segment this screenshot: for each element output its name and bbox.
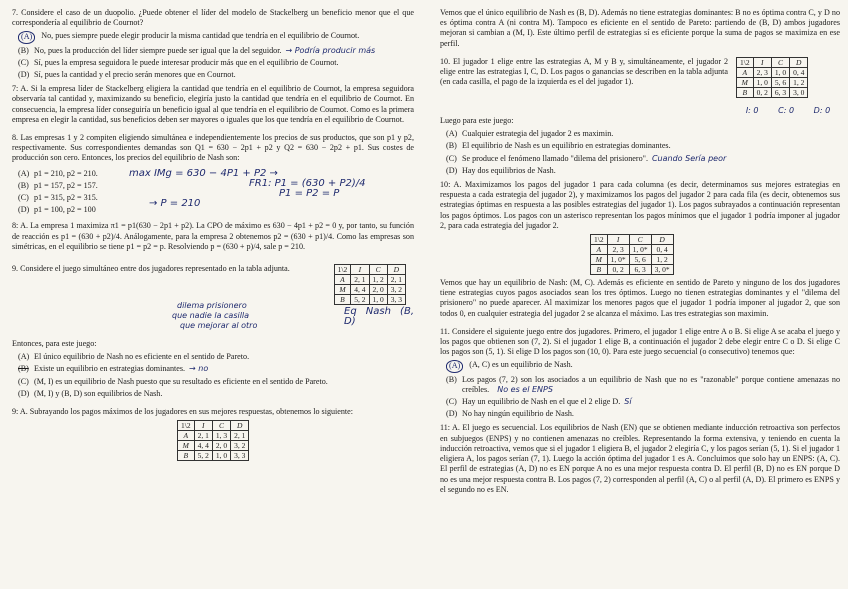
table-header-row: 1\2 I C D — [334, 265, 405, 275]
table-row: M 4, 4 2, 0 3, 2 — [178, 441, 249, 451]
q10-option-a[interactable]: (A) Cualquier estrategia del jugador 2 es maximin. — [446, 129, 614, 139]
q9-option-a[interactable]: (A) El único equilibrio de Nash no es eficiente en el sentido de Pareto. — [18, 352, 250, 362]
q11-option-b[interactable]: (B) Los pagos (7, 2) son los asociados a un equilibrio de Nash que no es "razonable" porque contiene amenazas no creíbles. No es el ENPS — [446, 374, 840, 394]
q11-option-a[interactable]: (A) (A, C) es un equilibrio de Nash. — [446, 360, 840, 372]
q7-handwritten-note: → Podría producir más — [285, 45, 376, 55]
q9-handwritten-no: → no — [189, 364, 209, 374]
question-9-answer: 9: A. Subrayando los pagos máximos de los jugadores en sus mejores respuestas, obtenemos lo siguiente: 1\2 I C D A 2, 1 1, 3 2, 1 M 4, 4 2, 0 3, 2 B 5, 2 1, 0 3, 3 — [12, 407, 354, 461]
q7-option-d[interactable]: (D) Sí, pues la cantidad y el precio serán menores que en Cournot. — [18, 70, 236, 80]
q8-option-b[interactable]: (B) p1 = 157, p2 = 157. — [18, 180, 98, 190]
q9-answer-continued: Vemos que el único equilibrio de Nash es (B, D). Además no tiene estrategias dominantes: B no es óptima contra C, y D no es óptima contra A (ni contra M). Tampoco es eficiente en el sentido de Pareto: partiendo de (B, D) ambos jugadores mejoran si cambian a (M, I). Este último perfil de estrategias sí es eficiente porque la suma de pagos se maximiza en ese perfil. — [440, 8, 840, 48]
q10-option-b[interactable]: (B) El equilibrio de Nash es un equilibrio en estrategias dominantes. — [446, 141, 671, 151]
q11-handwritten-note: No es el ENPS — [497, 384, 553, 394]
q9-option-d[interactable]: (D) (M, I) y (B, D) son equilibrios de Nash. — [18, 388, 163, 398]
question-10-answer: 10: A. Maximizamos los pagos del jugador 1 para cada columna (es decir, determinamos sus mejores estrategias en respuesta a cada estrategia del jugador 2), y maximizamos los pagos del jugador 2 para cada fila (es decir, obtenemos sus estrategias óptimas en respuesta a las posibles estrategias del jugador 1). Los pagos subrayados a continuación representan los pagos óptimos. Los pagos con un asterisco representan los pagos mínimos que el jugador 1 podría imponer al jugador 2, para cada estrategia del jugador 2. — [440, 180, 840, 230]
table-row: M 1, 0* 5, 6 1, 2 — [591, 255, 674, 265]
table-row: B 0, 2 6, 3 3, 0* — [591, 265, 674, 275]
q9-payoff-table — [334, 264, 406, 305]
q9-option-b[interactable]: (B) Existe un equilibrio en estrategias dominantes. → no — [18, 364, 209, 374]
q11-option-c[interactable]: (C) Hay un equilibrio de Nash en el que el 2 elige D. Sí — [446, 397, 632, 407]
table-row: B 5, 2 1, 0 3, 3 — [178, 451, 249, 461]
q8-option-c[interactable]: (C) p1 = 315, p2 = 315. — [18, 193, 98, 203]
right-column — [440, 8, 840, 503]
q8-option-a[interactable]: (A) p1 = 210, p2 = 210. — [18, 168, 98, 178]
question-7-text: 7. Considere el caso de un duopolio. ¿Puede obtener el líder del modelo de Stackelberg un beneficio menor que el que correspondería al equilibrio de Cournot? — [12, 8, 414, 28]
question-10-text: 10. El jugador 1 elige entre las estrategias A, M y B y, simultáneamente, el jugador 2 elige entre las estrategias I, C, D. Los pagos o ganancias se describen en la tabla adjunta (en cada casilla, el pago de la izquierda es el del jugador 1). — [440, 56, 728, 87]
table-row: B 5, 2 1, 0 3, 3 — [334, 295, 405, 305]
question-10 — [440, 57, 840, 319]
q8-option-d[interactable]: (D) p1 = 100, p2 = 100 — [18, 205, 96, 215]
q9-option-c[interactable]: (C) (M, I) es un equilibrio de Nash puesto que su resultado es eficiente en el sentido de Pareto. — [18, 376, 328, 386]
q10-lead: Luego para este juego: — [440, 116, 514, 126]
q9-handwriting: dilema prisionero que nadie la casilla que mejorar al otro Eq Nash (B, D) — [172, 301, 414, 331]
q10-payoff-table — [736, 57, 808, 98]
q7-option-c[interactable]: (C) Sí, pues la empresa seguidora le puede interesar producir más que en el equilibrio de Cournot. — [18, 57, 339, 67]
q8-handwriting: max IMg = 630 − 4P1 + P2 → FR1: P1 = (630 + P2)/4 P1 = P2 = P → P = 210 — [129, 167, 366, 210]
table-header-row: 1\2 I C D — [591, 235, 674, 245]
table-row: B 0, 2 6, 3 3, 0 — [737, 87, 808, 97]
q9-lead: Entonces, para este juego: — [12, 339, 97, 349]
table-row: M 4, 4 2, 0 3, 2 — [334, 285, 405, 295]
table-row: A 2, 1 1, 3 2, 1 — [178, 431, 249, 441]
q11-handwritten-si: Sí — [624, 397, 632, 407]
question-9 — [12, 264, 414, 399]
table-row: A 2, 1 1, 2 2, 1 — [334, 275, 405, 285]
question-11-answer: 11: A. El juego es secuencial. Los equilibrios de Nash (EN) que se obtienen mediante inducción retroactiva son perfectos en subjuegos (ENPS) y no contienen amenazas no creíbles. Representando la forma extensiva, y teniendo en cuenta la inducción retroactiva, vemos que si el jugador 1 eligiera B, el jugador 2 elegiría C, y los pagos serían (5, 1). Si el jugador 1 eligiera A, los pagos serían (7, 1). Luego la acción óptima del jugador 1 es A. Concluimos que solo hay un ENPS: (A, C). El perfil de estrategias (A, D) no es EN porque A no es una mejor respuesta contra D. El perfil (B, D) no es EN porque D no es una mejor respuesta contra B. Los pagos (7, 2) corresponden al perfil (A, C) o al perfil (A, D). El primero es ENPS y el segundo no es EN. — [440, 423, 840, 494]
question-7-answer: 7: A. Si la empresa líder de Stackelberg eligiera la cantidad que tendría en el equilibrio de Cournot, la empresa seguidora observaría tal cantidad y, maximizando su beneficio, elegiría justo la cantidad que tendría en el equilibrio de Cournot. En consecuencia, la empresa líder conseguiría un beneficio igual al que tendría en el equilibrio de Cournot. Como es la primera empresa en elegir la cantidad, sus beneficios deben ser mayores o iguales que los que tendría en el equilibrio de Cournot. — [12, 84, 414, 124]
q9-answer-table — [177, 420, 249, 461]
table-header-row: 1\2 I C D — [178, 421, 249, 431]
q10-answer-table — [590, 234, 674, 275]
q7-option-b[interactable]: (B) No, pues la producción del líder siempre puede ser igual que la del seguidor. → Podría producir más — [18, 45, 376, 55]
table-header-row: 1\2 I C D — [737, 57, 808, 67]
question-8-answer: 8: A. La empresa 1 maximiza π1 = p1(630 − 2p1 + p2). La CPO de máximo es 630 − 4p1 + p2 = 0 y, por tanto, su función de reacción es p1 = (630 + p2)/4. Análogamente, para la empresa 2 obtenemos p2 = (630 + p1)/4. Como las empresas son simétricas, en el equilibrio se tiene p1 = p2 = p. Resolviendo p = (630 + p)/4, sale p = 210. — [12, 221, 414, 251]
table-row: A 2, 3 1, 0* 0, 4 — [591, 245, 674, 255]
q10-handwritten-minimums: I: 0 C: 0 D: 0 — [745, 105, 831, 115]
question-9-text: 9. Considere el juego simultáneo entre dos jugadores representado en la tabla adjunta. — [12, 264, 290, 274]
question-11 — [440, 327, 840, 495]
table-row: M 1, 0 5, 6 1, 2 — [737, 77, 808, 87]
question-8-text: 8. Las empresas 1 y 2 compiten eligiendo simultánea e independientemente los precios de sus productos, que son p1 y p2, respectivamente. Sus correspondientes demandas son Q1 = 630 − 2p1 + p2 y Q2 = 630 − 2p2 + p1. Sus costes de producción son cero. Entonces, los precios del equilibrio de Nash son: — [12, 133, 414, 163]
question-10-answer-2: Vemos que hay un equilibrio de Nash: (M, C). Además es eficiente en sentido de Pareto y ninguno de los dos jugadores tiene estrategias cuyos pagos asociados sean los tres óptimos. Luego no tienen estrategias dominantes y el "dilema del prisionero" no puede aparecer. Al maximizar los menores pagos que el jugador 1 podría imponer al jugador 2, que son todos 0, en cualquier estrategia del jugador 2 se alcanza el máximo. Las tres estrategias son maximin. — [440, 278, 840, 318]
q10-handwritten-note: Cuando Sería peor — [651, 153, 727, 163]
q10-option-d[interactable]: (D) Hay dos equilibrios de Nash. — [446, 165, 556, 175]
question-7 — [12, 8, 414, 125]
question-8 — [12, 133, 414, 252]
table-row: A 2, 3 1, 0 0, 4 — [737, 67, 808, 77]
q11-option-d[interactable]: (D) No hay ningún equilibrio de Nash. — [446, 409, 574, 419]
left-column — [12, 8, 414, 469]
q10-option-c[interactable]: (C) Se produce el fenómeno llamado "dilema del prisionero". Cuando Sería peor — [446, 153, 727, 163]
question-11-text: 11. Considere el siguiente juego entre dos jugadores. Primero, el jugador 1 elige entre A o B. Si elige A se acaba el juego y los pagos que obtienen son (7, 2). Si el jugador 1 elige B, a continuación el jugador 2 debe elegir entre C o D. Si elige C los pagos son (5, 1). Si elige D los pagos son (10, 0). Para este juego secuencial (o consecutivo) tenemos que: — [440, 326, 840, 357]
q7-option-a[interactable]: (A) No, pues siempre puede elegir producir la misma cantidad que tendría en el equilibrio de Cournot. — [18, 31, 414, 43]
